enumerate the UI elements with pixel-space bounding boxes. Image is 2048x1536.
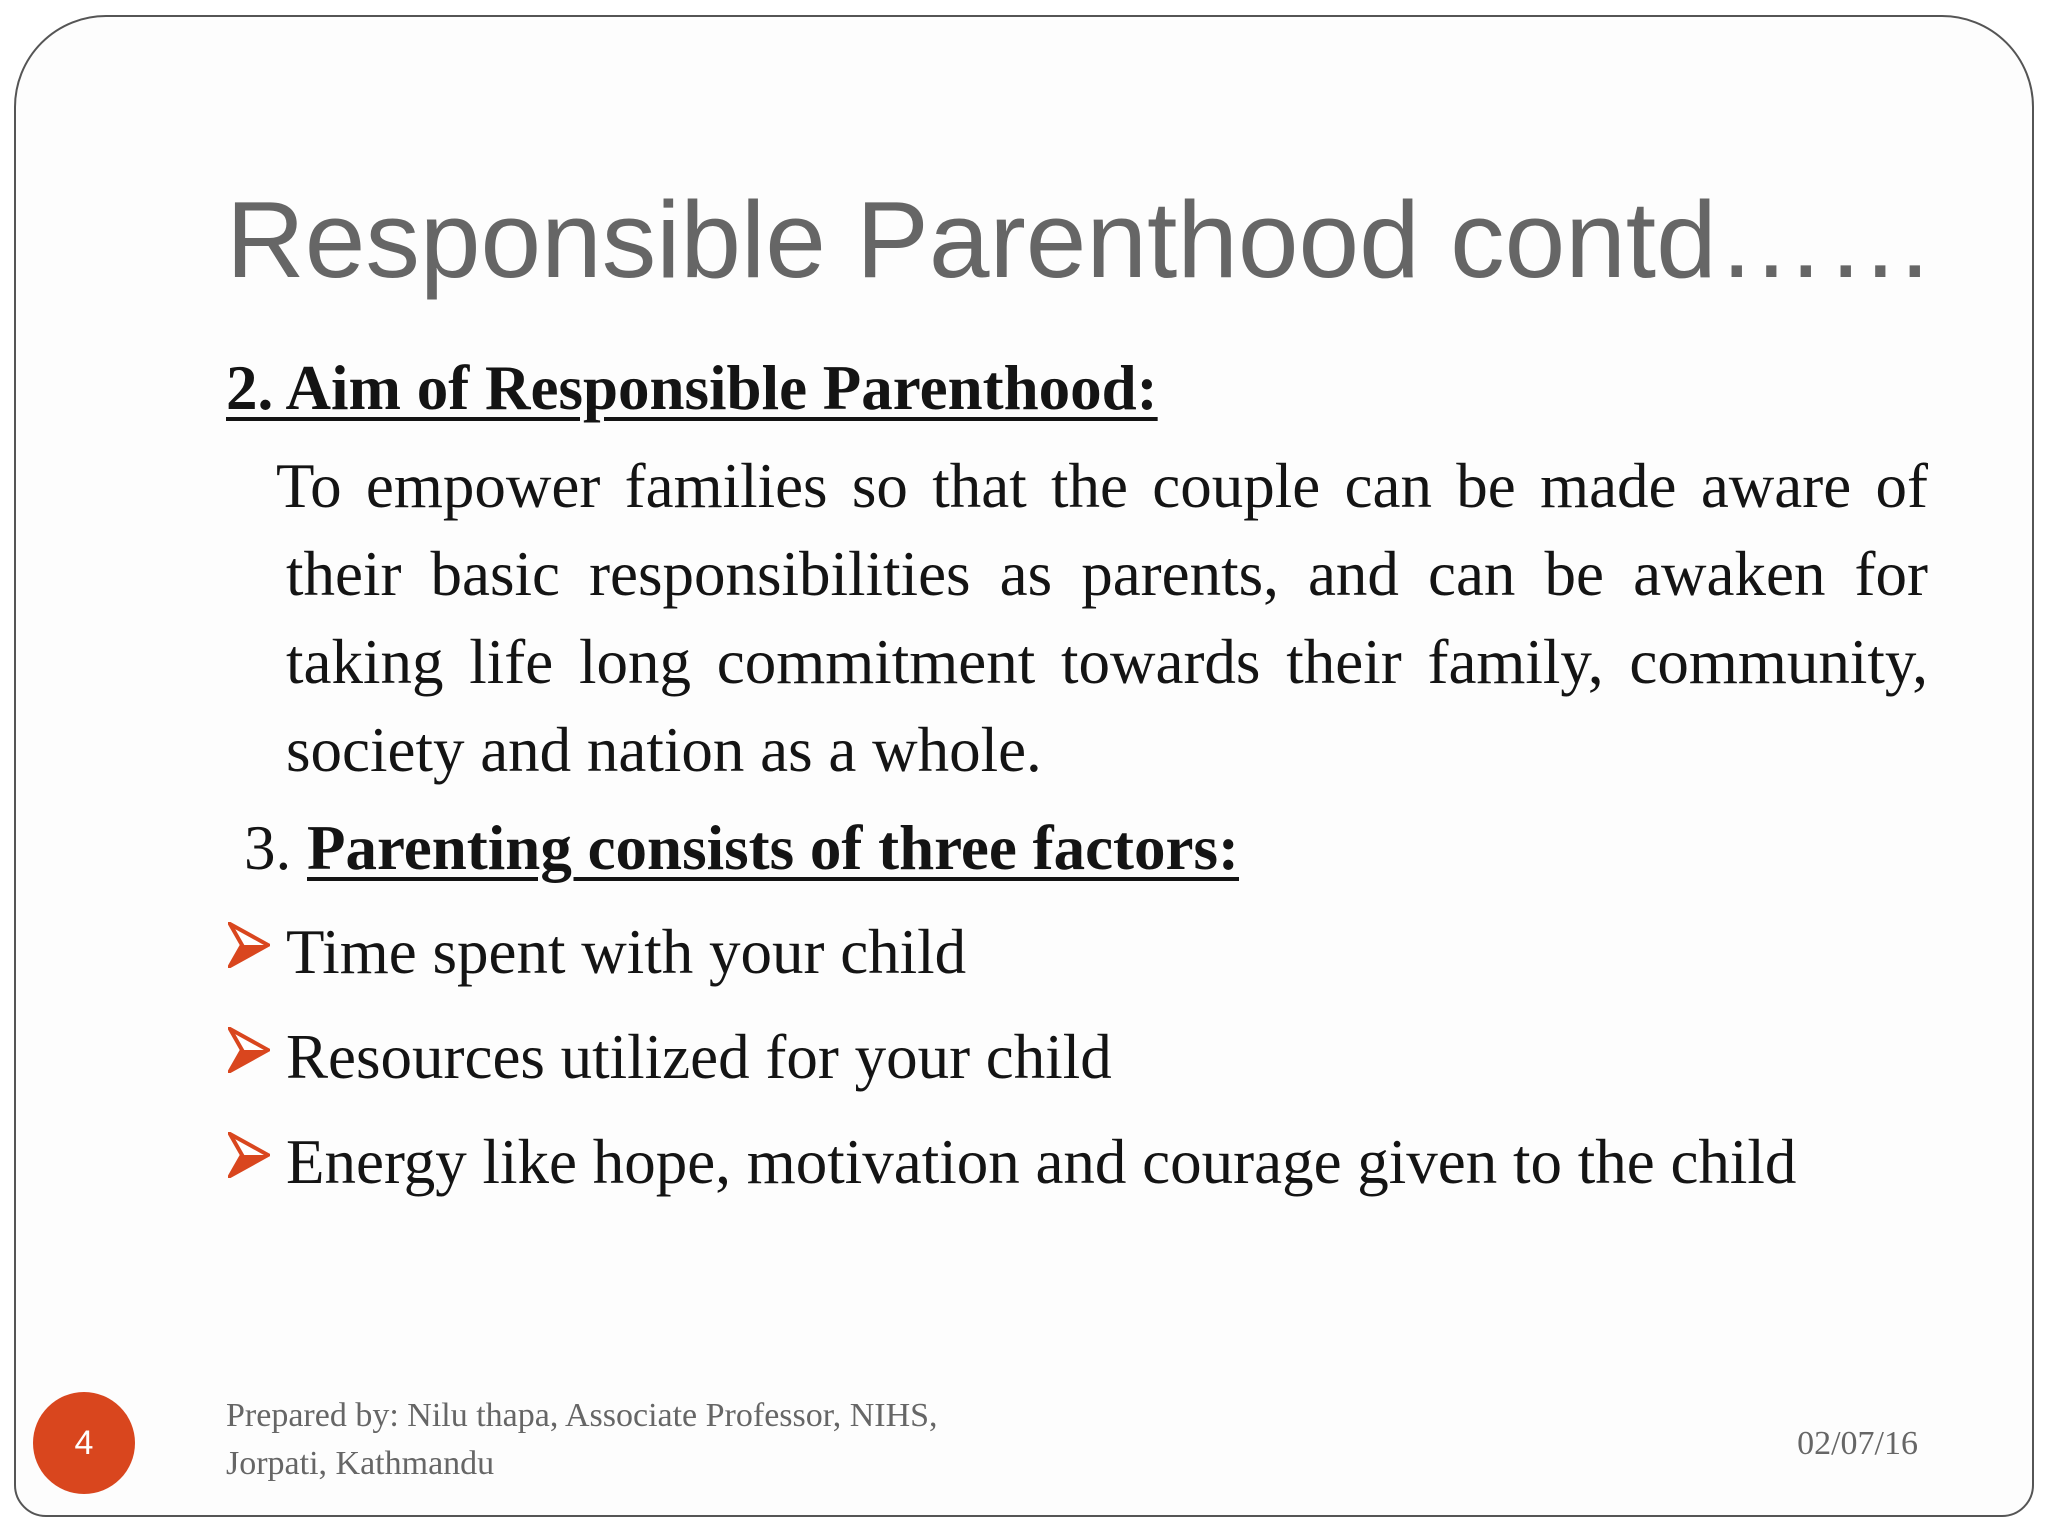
footer-credit (226, 1392, 1026, 1488)
arrow-right-icon (228, 1132, 270, 1178)
section-3-heading-text: Parenting consists of three factors: (307, 813, 1239, 883)
list-item-text: Time spent with your child (286, 917, 967, 987)
page-number-badge: 4 (33, 1392, 135, 1494)
section-2-heading (226, 348, 1926, 428)
slide-body (226, 348, 1926, 1227)
footer-date: 02/07/16 (1797, 1425, 1918, 1462)
slide-title: Responsible Parenthood contd…… (226, 179, 1935, 301)
footer-credit-line-2: Jorpati, Kathmandu (226, 1445, 495, 1482)
list-item (226, 1017, 1926, 1097)
factors-list (226, 912, 1926, 1202)
footer-credit-line-1: Prepared by: Nilu thapa, Associate Professor, NIHS, (226, 1397, 938, 1434)
list-item (226, 1122, 1926, 1202)
list-item (226, 912, 1926, 992)
section-3-number: 3. (244, 813, 292, 883)
arrow-right-icon (228, 1027, 270, 1073)
list-item-text: Energy like hope, motivation and courage given to the child (286, 1127, 1797, 1197)
section-2-heading-text: 2. Aim of Responsible Parenthood: (226, 353, 1158, 423)
section-3-heading (244, 808, 1926, 888)
arrow-right-icon (228, 922, 270, 968)
list-item-text: Resources utilized for your child (286, 1022, 1112, 1092)
section-2-text: To empower families so that the couple can be made aware of their basic responsibilities as parents, and can be awaken for taking life long commitment towards their family, community, society and nation as a whole. (276, 451, 1928, 785)
